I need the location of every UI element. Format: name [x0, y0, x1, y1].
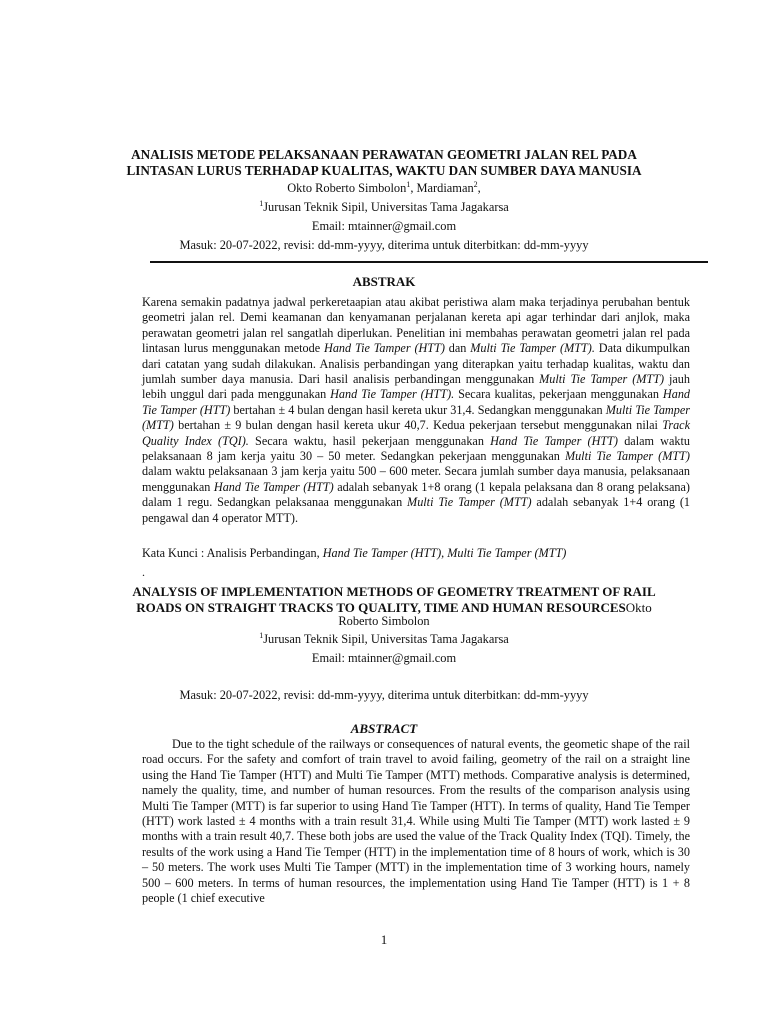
abstrak-text-dan: dan	[444, 341, 471, 356]
english-affiliation-sup: 1	[259, 630, 264, 640]
title-line-2: LINTASAN LURUS TERHADAP KUALITAS, WAKTU DAN SUMBER DAYA MANUSIA	[126, 162, 642, 178]
page-number: 1	[380, 932, 388, 947]
abstrak-term-mtt: Multi Tie Tamper (MTT).	[470, 341, 595, 356]
stray-dot: .	[142, 565, 145, 579]
header-divider	[150, 261, 708, 263]
abstract-body: Due to the tight schedule of the railways or consequences of natural events, the geometic shape of the rail road occurs. For the safety and comfort of train travel to avoid failing, geometry of the rail on a straight line using the Hand Tie Tamper (HTT) and Multi Tie Tamper (MTT) methods. Comparative analysis is determined, namely the quality, time, and number of human resources. From the results of the comparison analysis using Multi Tie Tamper (MTT) is far superior to using Hand Tie Tamper (HTT). In terms of quality, Hand Tie Temper (HTT) work lasted ± 4 months with a train result 31,4. While using Multi Tie Tamper (MTT) work lasted ± 9 months with a train result 40,7. These both jobs are used the value of the Track Quality Index (TQI). Timely, the results of the work using a Hand Tie Temper (HTT) in the implementation time of 8 hours of work, which is 30 – 50 meters. The work uses Multi Tie Tamper (MTT) in the implementation time of 3 working hours, namely 500 – 600 meters. In terms of human resources, the implementation using Hand Tie Tamper (HTT) is 1 + 8 people (1 chief executive	[142, 737, 690, 906]
english-author-line: Roberto Simbolon	[338, 614, 430, 628]
abstrak-term-htt: Hand Tie Tamper (HTT)	[324, 341, 445, 356]
abstrak-text-11: adalah sebanyak 1+4 orang (1 pengawal dan 4 operator MTT).	[142, 495, 690, 525]
abstrak-term-mtt-5: Multi Tie Tamper (MTT)	[407, 495, 532, 510]
abstrak-term-mtt-3: Multi Tie Tamper (MTT)	[142, 402, 690, 433]
abstrak-term-htt-4: Hand Tie Tamper (HTT)	[490, 433, 618, 448]
abstract-heading: ABSTRACT	[350, 721, 418, 736]
keywords-label: Kata Kunci : Analisis Perbandingan,	[142, 546, 323, 560]
email: Email: mtainner@gmail.com	[311, 219, 457, 233]
author-separator: , Mardiaman	[410, 181, 474, 195]
abstrak-text-5: bertahan ± 4 bulan dengan hasil kereta ukur 31,4. Sedangkan menggunakan	[230, 402, 606, 417]
abstrak-term-htt-5: Hand Tie Tamper (HTT)	[213, 479, 334, 494]
abstrak-text-9: dalam waktu pelaksanaan 3 jam kerja yaitu 500 – 600 meter. Secara jumlah sumber daya manusia, pelaksanaan menggunakan	[142, 464, 690, 494]
author-end: ,	[477, 181, 481, 195]
english-title-tail: Okto	[625, 599, 652, 615]
author-line	[80, 181, 688, 196]
english-title-line-2	[120, 600, 668, 616]
affiliation-text: Jurusan Teknik Sipil, Universitas Tama Jagakarsa	[263, 200, 509, 214]
abstrak-term-htt-2: Hand Tie Tamper (HTT).	[330, 387, 455, 402]
author-2-sup: 2	[473, 179, 478, 189]
abstrak-text-8: dalam waktu pelaksanaan 8 jam kerja yaitu 30 – 50 meter. Sedangkan pekerjaan menggunakan	[142, 433, 690, 464]
english-dates: Masuk: 20-07-2022, revisi: dd-mm-yyyy, diterima untuk diterbitkan: dd-mm-yyyy	[179, 688, 589, 702]
abstrak-text-4: Secara kualitas, pekerjaan menggunakan	[454, 387, 663, 402]
english-title-line-1: ANALYSIS OF IMPLEMENTATION METHODS OF GEOMETRY TREATMENT OF RAIL	[132, 584, 656, 599]
affiliation	[80, 200, 688, 215]
abstrak-term-htt-3: Hand Tie Tamper (HTT)	[142, 387, 691, 417]
title-line-1: ANALISIS METODE PELAKSANAAN PERAWATAN GEOMETRI JALAN REL PADA	[131, 147, 637, 162]
english-email: Email: mtainner@gmail.com	[311, 651, 457, 665]
abstrak-term-mtt-2: Multi Tie Tamper (MTT)	[539, 372, 665, 387]
author-1-sup: 1	[406, 179, 411, 189]
paper-title	[80, 147, 688, 178]
keywords-terms: Hand Tie Tamper (HTT), Multi Tie Tamper (MTT)	[322, 546, 567, 560]
abstrak-text-6: bertahan ± 9 bulan dengan hasil kereta ukur 40,7. Kedua pekerjaan tersebut menggunakan nilai	[173, 418, 663, 433]
abstrak-term-mtt-4: Multi Tie Tamper (MTT)	[564, 449, 690, 464]
english-title-line-2-text: ROADS ON STRAIGHT TRACKS TO QUALITY, TIME AND HUMAN RESOURCES	[136, 599, 626, 615]
abstrak-term-tqi: Track Quality Index (TQI).	[142, 418, 690, 448]
abstrak-text-7: Secara waktu, hasil pekerjaan menggunakan	[248, 433, 491, 448]
english-title	[120, 584, 668, 615]
abstrak-text-3: jauh lebih unggul dari pada menggunakan	[142, 372, 690, 402]
english-affiliation-text: Jurusan Teknik Sipil, Universitas Tama Jagakarsa	[263, 632, 509, 646]
abstrak-heading: ABSTRAK	[352, 274, 416, 289]
english-affiliation	[80, 632, 688, 647]
submission-dates: Masuk: 20-07-2022, revisi: dd-mm-yyyy, diterima untuk diterbitkan: dd-mm-yyyy	[179, 238, 589, 252]
abstrak-text-1: Karena semakin padatnya jadwal perkeretaapian atau akibat peristiwa alam maka terjadinya perubahan bentuk geometri jalan rel. Demi keamanan dan kenyamanan perjalanan kereta api agar terhindar dari anjlok, maka perawatan geometri jalan rel sangatlah diperlukan. Penelitian ini membahas perawatan geometri jalan rel pada lintasan lurus menggunakan metode	[142, 295, 690, 356]
keywords	[142, 546, 690, 561]
author-1: Okto Roberto Simbolon	[287, 181, 407, 195]
affiliation-sup: 1	[259, 198, 264, 208]
abstrak-body	[142, 295, 690, 526]
abstrak-text-10: adalah sebanyak 1+8 orang (1 kepala pelaksana dan 8 orang pelaksana) dalam 1 regu. Sedangkan pelaksanaa menggunakan	[142, 479, 690, 510]
abstrak-text-2: Data dikumpulkan dari catatan yang sudah dilakukan. Analisis perbandingan yang diterapkan yaitu terhadap kualitas, waktu dan jumlah sumber daya manusia. Dari hasil analisis perbandingan menggunakan	[142, 341, 690, 387]
